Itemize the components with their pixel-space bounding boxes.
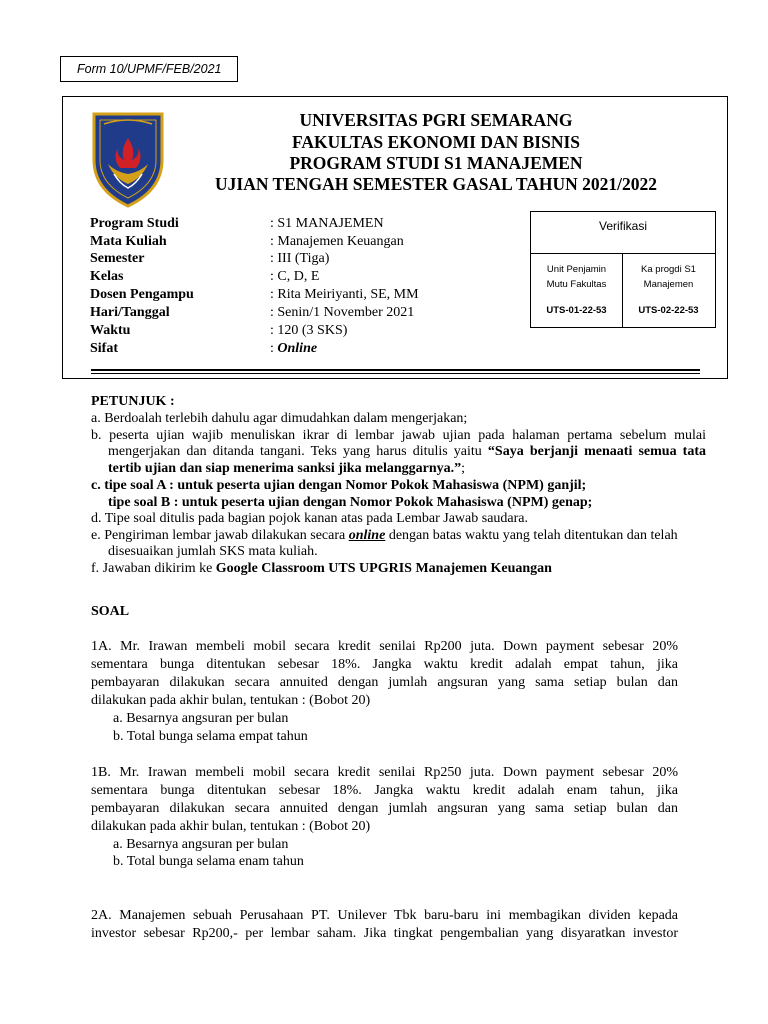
petunjuk-item-b-line2 xyxy=(108,443,706,460)
verification-left-line2: Mutu Fakultas xyxy=(546,279,607,290)
petunjuk-e-post: dengan batas waktu yang telah ditentukan dan telah xyxy=(385,528,678,543)
question-1b-line2: sementara bunga ditentukan sebesar 18%. Jangka waktu kredit adalah enam tahun, jika xyxy=(91,783,678,798)
header-rule-bottom xyxy=(91,373,700,374)
question-1a-line1: 1A. Mr. Irawan membeli mobil secara kredit senilai Rp200 juta. Down payment sebesar 20% xyxy=(91,639,678,654)
info-value-semester: : III (Tiga) xyxy=(270,251,330,266)
petunjuk-b-line2-bold: “Saya berjanji menaati semua tata xyxy=(487,444,706,459)
info-label-date: Hari/Tanggal xyxy=(90,305,170,320)
question-1a-line2: sementara bunga ditentukan sebesar 18%. Jangka waktu kredit adalah empat tahun, jika xyxy=(91,657,678,672)
verification-right-line1: Ka progdi S1 xyxy=(641,264,696,275)
petunjuk-b-line3-bold: tertib ujian dan siap menerima sanksi jika melanggarnya.” xyxy=(108,461,462,476)
petunjuk-b-line2-plain: mengerjakan dan ditanda tangani. Teks yang harus ditulis yaitu xyxy=(108,444,488,459)
petunjuk-item-e-line1 xyxy=(91,527,678,544)
info-value-lecturer: : Rita Meiriyanti, SE, MM xyxy=(270,287,419,302)
verification-left-label xyxy=(531,262,622,292)
petunjuk-item-c-line1: c. tipe soal A : untuk peserta ujian dengan Nomor Pokok Mahasiswa (NPM) ganjil; xyxy=(91,478,587,493)
petunjuk-item-e-line2: disesuaikan jumlah SKS mata kuliah. xyxy=(108,544,318,559)
info-value-course: : Manajemen Keuangan xyxy=(270,234,404,249)
info-label-lecturer: Dosen Pengampu xyxy=(90,287,194,302)
info-label-program: Program Studi xyxy=(90,216,179,231)
petunjuk-item-b-line1: b. peserta ujian wajib menuliskan ikrar di lembar jawab ujian pada halaman pertama sebelum mulai xyxy=(91,428,706,443)
header-rule-top xyxy=(91,369,700,371)
verification-title: Verifikasi xyxy=(531,212,715,254)
petunjuk-e-pre: e. Pengiriman lembar jawab dilakukan secara xyxy=(91,528,349,543)
question-1a-line3: pembayaran dilakukan secara annuited dengan jumlah angsuran yang sama setiap bulan dan xyxy=(91,675,678,690)
petunjuk-item-f xyxy=(91,560,552,577)
question-1b-item-b: b. Total bunga selama enam tahun xyxy=(113,854,304,869)
info-value-mode-prefix: : xyxy=(270,341,278,356)
info-value-time: : 120 (3 SKS) xyxy=(270,323,348,338)
verification-right-line2: Manajemen xyxy=(643,279,694,290)
program-name: PROGRAM STUDI S1 MANAJEMEN xyxy=(289,153,583,173)
petunjuk-item-b-line3 xyxy=(108,460,465,477)
question-2a-line1: 2A. Manajemen sebuah Perusahaan PT. Unilever Tbk baru-baru ini membagikan dividen kepada xyxy=(91,908,678,923)
petunjuk-b-line3-plain: ; xyxy=(461,461,466,476)
question-1b-item-a: a. Besarnya angsuran per bulan xyxy=(113,837,289,852)
exam-title: UJIAN TENGAH SEMESTER GASAL TAHUN 2021/2022 xyxy=(215,174,657,194)
soal-heading: SOAL xyxy=(91,604,130,619)
info-label-class: Kelas xyxy=(90,269,124,284)
info-label-mode: Sifat xyxy=(90,341,118,356)
faculty-name: FAKULTAS EKONOMI DAN BISNIS xyxy=(292,132,580,152)
question-1b-line3: pembayaran dilakukan secara annuited dengan jumlah angsuran yang sama setiap bulan dan xyxy=(91,801,678,816)
verification-right-label xyxy=(623,262,714,292)
info-value-mode-text: Online xyxy=(277,341,318,356)
verification-left-code: UTS-01-22-53 xyxy=(546,305,607,316)
form-code: Form 10/UPMF/FEB/2021 xyxy=(60,56,238,82)
verification-left-line1: Unit Penjamin xyxy=(546,264,607,275)
question-1b-line1: 1B. Mr. Irawan membeli mobil secara kredit senilai Rp250 juta. Down payment sebesar 20% xyxy=(91,765,678,780)
info-label-semester: Semester xyxy=(90,251,145,266)
info-value-date: : Senin/1 November 2021 xyxy=(270,305,415,320)
petunjuk-item-a: a. Berdoalah terlebih dahulu agar dimudahkan dalam mengerjakan; xyxy=(91,411,468,426)
question-1b-line4: dilakukan pada akhir bulan, tentukan : (Bobot 20) xyxy=(91,819,371,834)
info-value-program: : S1 MANAJEMEN xyxy=(270,216,384,231)
question-1a-item-a: a. Besarnya angsuran per bulan xyxy=(113,711,289,726)
university-logo xyxy=(90,108,166,208)
petunjuk-item-c-line2: tipe soal B : untuk peserta ujian dengan Nomor Pokok Mahasiswa (NPM) genap; xyxy=(108,495,593,510)
petunjuk-e-online: online xyxy=(348,528,386,543)
verification-box xyxy=(530,211,716,328)
info-label-course: Mata Kuliah xyxy=(90,234,167,249)
question-2a-line2: investor sebesar Rp200,- per lembar saham. Jika tingkat pengembalian yang disyaratkan investor xyxy=(91,926,678,941)
petunjuk-f-bold: Google Classroom UTS UPGRIS Manajemen Keuangan xyxy=(215,561,552,576)
petunjuk-heading: PETUNJUK : xyxy=(91,394,175,409)
info-label-time: Waktu xyxy=(90,323,131,338)
question-1a-line4: dilakukan pada akhir bulan, tentukan : (Bobot 20) xyxy=(91,693,371,708)
info-value-class: : C, D, E xyxy=(270,269,320,284)
petunjuk-f-pre: f. Jawaban dikirim ke xyxy=(91,561,216,576)
info-value-mode xyxy=(270,340,317,358)
verification-right-code: UTS-02-22-53 xyxy=(638,305,699,316)
petunjuk-item-d: d. Tipe soal ditulis pada bagian pojok kanan atas pada Lembar Jawab saudara. xyxy=(91,511,528,526)
university-name: UNIVERSITAS PGRI SEMARANG xyxy=(299,110,573,130)
question-1a-item-b: b. Total bunga selama empat tahun xyxy=(113,729,308,744)
